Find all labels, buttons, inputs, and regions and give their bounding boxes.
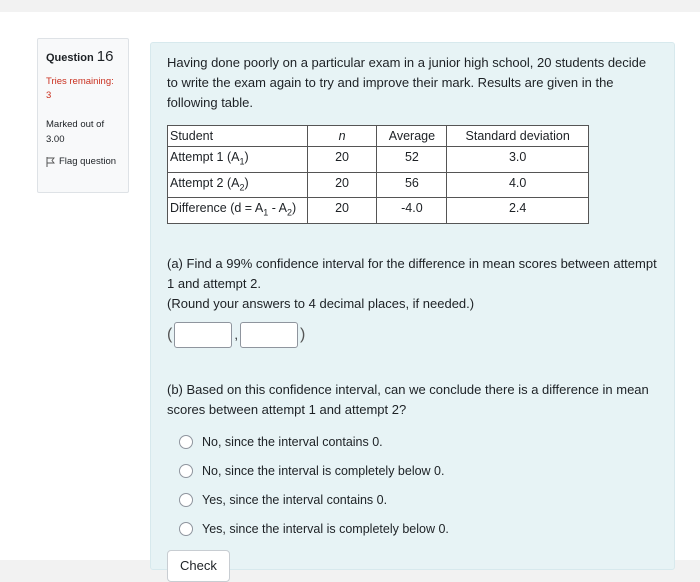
table-cell-student: Attempt 2 $(A_2)$ bbox=[168, 172, 308, 198]
check-button[interactable]: Check bbox=[167, 550, 230, 582]
question-intro: Having done poorly on a particular exam in a junior high school, 20 students decide to write the exam again to try and improve their mark. Results are given in the following table. bbox=[167, 55, 647, 110]
option-label: Yes, since the interval is completely below 0. bbox=[202, 522, 449, 536]
option-label: Yes, since the interval contains 0. bbox=[202, 493, 388, 507]
part-a-text: (a) Find a 99% confidence interval for the difference in mean scores between attempt 1 and attempt 2. bbox=[167, 255, 657, 291]
option-label: No, since the interval contains 0. bbox=[202, 435, 383, 449]
table-cell-student: Difference $(d = A_1 - A_2)$ bbox=[168, 198, 308, 224]
radio-button[interactable] bbox=[179, 493, 193, 507]
marked-value: 3.00 bbox=[46, 134, 65, 145]
part-b-text: (b) Based on this confidence interval, can we conclude there is a difference in mean scores between attempt 1 and attempt 2? bbox=[167, 381, 649, 417]
part-a bbox=[167, 254, 658, 350]
question-number-value: 16 bbox=[96, 48, 114, 65]
table-cell-n: 20 bbox=[307, 198, 377, 224]
table-header: Average bbox=[377, 126, 447, 147]
open-paren: ( bbox=[167, 325, 173, 343]
flag-icon bbox=[46, 157, 55, 167]
part-a-note: (Round your answers to 4 decimal places, if needed.) bbox=[167, 295, 475, 311]
option-label: No, since the interval is completely below 0. bbox=[202, 464, 445, 478]
table-cell-n: 20 bbox=[307, 147, 377, 173]
tries-value: 3 bbox=[46, 90, 52, 101]
radio-button[interactable] bbox=[179, 522, 193, 536]
results-table bbox=[167, 125, 589, 224]
question-info-panel bbox=[37, 38, 129, 193]
radio-button[interactable] bbox=[179, 435, 193, 449]
table-cell-average: 52 bbox=[377, 147, 447, 173]
table-header bbox=[307, 126, 377, 147]
table-cell-sd: 3.0 bbox=[447, 147, 589, 173]
tries-remaining bbox=[46, 75, 120, 103]
answer-option[interactable] bbox=[179, 457, 658, 486]
flag-question-link[interactable] bbox=[46, 155, 120, 169]
confidence-interval-inputs bbox=[167, 320, 658, 350]
table-header-row bbox=[168, 126, 589, 147]
table-cell-sd: 2.4 bbox=[447, 198, 589, 224]
n-symbol: n bbox=[338, 129, 346, 143]
marked-out-of bbox=[46, 117, 120, 147]
part-b bbox=[167, 380, 658, 544]
answer-option[interactable] bbox=[179, 428, 658, 457]
table-cell-sd: 4.0 bbox=[447, 172, 589, 198]
page bbox=[0, 12, 700, 573]
table-row bbox=[168, 147, 589, 173]
answer-option[interactable] bbox=[179, 486, 658, 515]
ci-upper-input[interactable] bbox=[240, 322, 298, 348]
table-cell-n: 20 bbox=[307, 172, 377, 198]
table-cell-student: Attempt 1 $(A_1)$ bbox=[168, 147, 308, 173]
question-label: Question bbox=[46, 52, 94, 64]
question-number bbox=[46, 48, 120, 65]
answer-option[interactable] bbox=[179, 515, 658, 544]
comma: , bbox=[234, 326, 238, 342]
flag-label: Flag question bbox=[59, 156, 117, 167]
table-cell-average: -4.0 bbox=[377, 198, 447, 224]
answer-options bbox=[167, 428, 658, 544]
table-header: Student bbox=[168, 126, 308, 147]
marked-label: Marked out of bbox=[46, 119, 105, 130]
table-cell-average: 56 bbox=[377, 172, 447, 198]
radio-button[interactable] bbox=[179, 464, 193, 478]
ci-lower-input[interactable] bbox=[174, 322, 232, 348]
table-header: Standard deviation bbox=[447, 126, 589, 147]
close-paren: ) bbox=[299, 325, 306, 343]
table-row bbox=[168, 172, 589, 198]
question-content bbox=[150, 42, 675, 573]
table-row bbox=[168, 198, 589, 224]
tries-label: Tries remaining: bbox=[46, 76, 114, 87]
